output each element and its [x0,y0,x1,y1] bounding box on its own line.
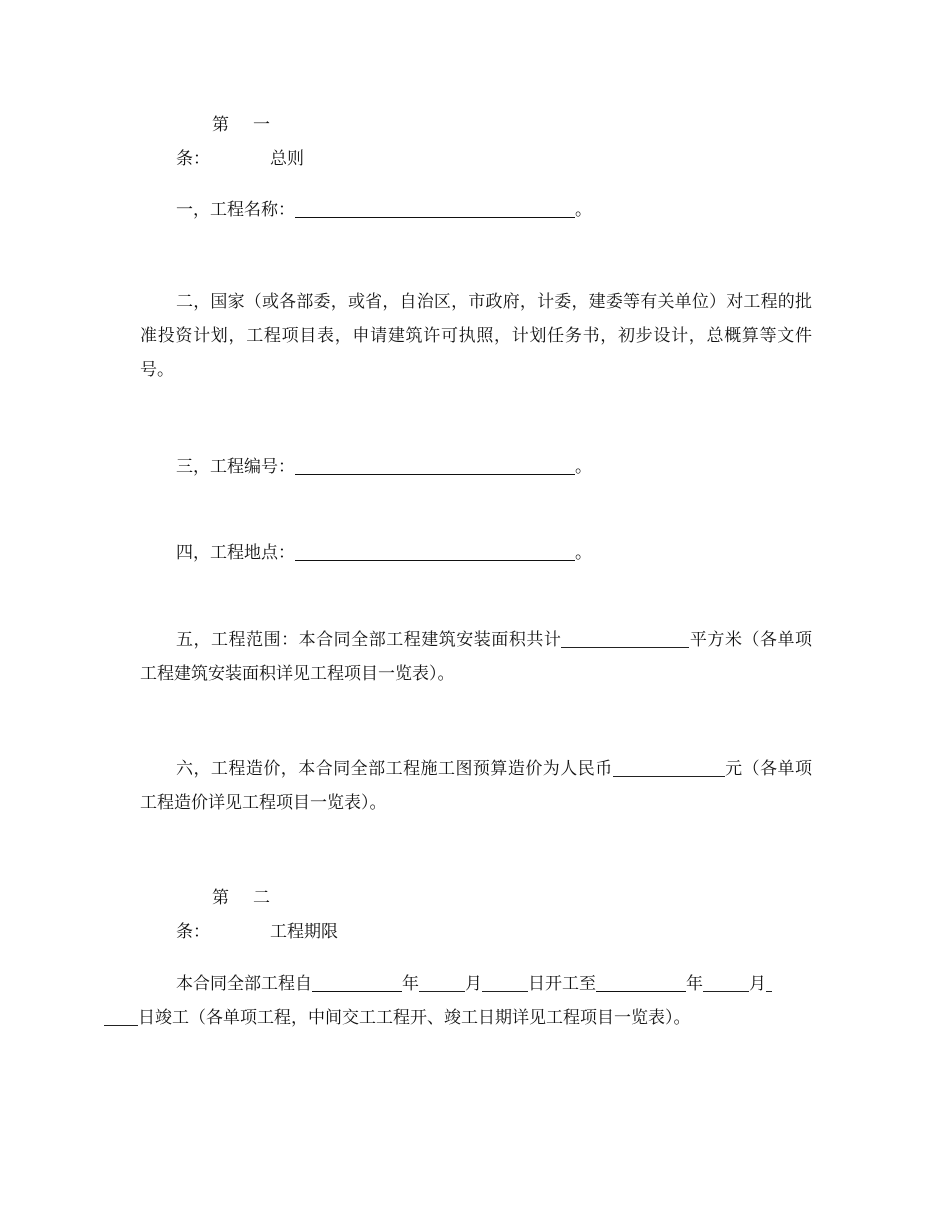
item-4-suffix: 。 [575,543,592,563]
item-5-project-scope [140,623,812,691]
project-number-blank[interactable] [295,456,575,475]
item-3-suffix: 。 [575,457,592,477]
item-1-label: 一，工程名称： [176,200,295,220]
period-end-text: 日竣工（各单项工程，中间交工工程开、竣工日期详见工程项目一览表）。 [138,1008,691,1028]
item-6-suffix: 元（各单项工程造价详见工程项目一览表）。 [140,759,813,813]
item-3-project-number [140,450,812,484]
start-day-label: 日开工至 [528,974,596,994]
item-4-project-location [140,536,812,570]
period-start-label: 本合同全部工程自 [176,974,312,994]
item-2-text: 二，国家（或各部委，或省，自治区，市政府，计委，建委等有关单位）对工程的批准投资计划，工程项目表，申请建筑许可执照，计划任务书，初步设计，总概算等文件号。 [140,292,812,380]
project-location-blank[interactable] [295,542,575,561]
article-2-heading [140,881,812,949]
item-6-project-cost [140,752,812,820]
article-2-label: 第二条： [176,888,270,942]
end-day-blank-part-1[interactable] [766,973,772,992]
item-1-suffix: 。 [575,200,592,220]
item-6-label: 六，工程造价，本合同全部工程施工图预算造价为人民币 [176,759,613,779]
item-3-label: 三，工程编号： [176,457,295,477]
item-1-project-name [140,193,812,227]
project-period-paragraph [140,967,812,1035]
item-2-approval-documents [140,285,812,387]
cost-blank[interactable] [613,758,725,777]
end-year-label: 年 [686,974,703,994]
article-1-title: 总则 [270,149,304,169]
end-year-blank[interactable] [596,973,686,992]
item-5-label: 五，工程范围：本合同全部工程建筑安装面积共计 [176,630,562,650]
start-year-label: 年 [402,974,419,994]
end-month-label: 月 [749,974,766,994]
article-1-label: 第一条： [176,115,270,169]
end-month-blank[interactable] [703,973,749,992]
start-month-blank[interactable] [419,973,465,992]
article-1-heading [140,108,812,176]
project-name-blank[interactable] [295,199,575,218]
end-day-blank-part-2[interactable] [104,1007,138,1026]
area-blank[interactable] [561,629,689,648]
start-month-label: 月 [465,974,482,994]
item-4-label: 四，工程地点： [176,543,295,563]
start-year-blank[interactable] [312,973,402,992]
start-day-blank[interactable] [482,973,528,992]
article-2-title: 工程期限 [270,922,338,942]
item-5-suffix: 平方米（各单项工程建筑安装面积详见工程项目一览表）。 [140,630,813,684]
